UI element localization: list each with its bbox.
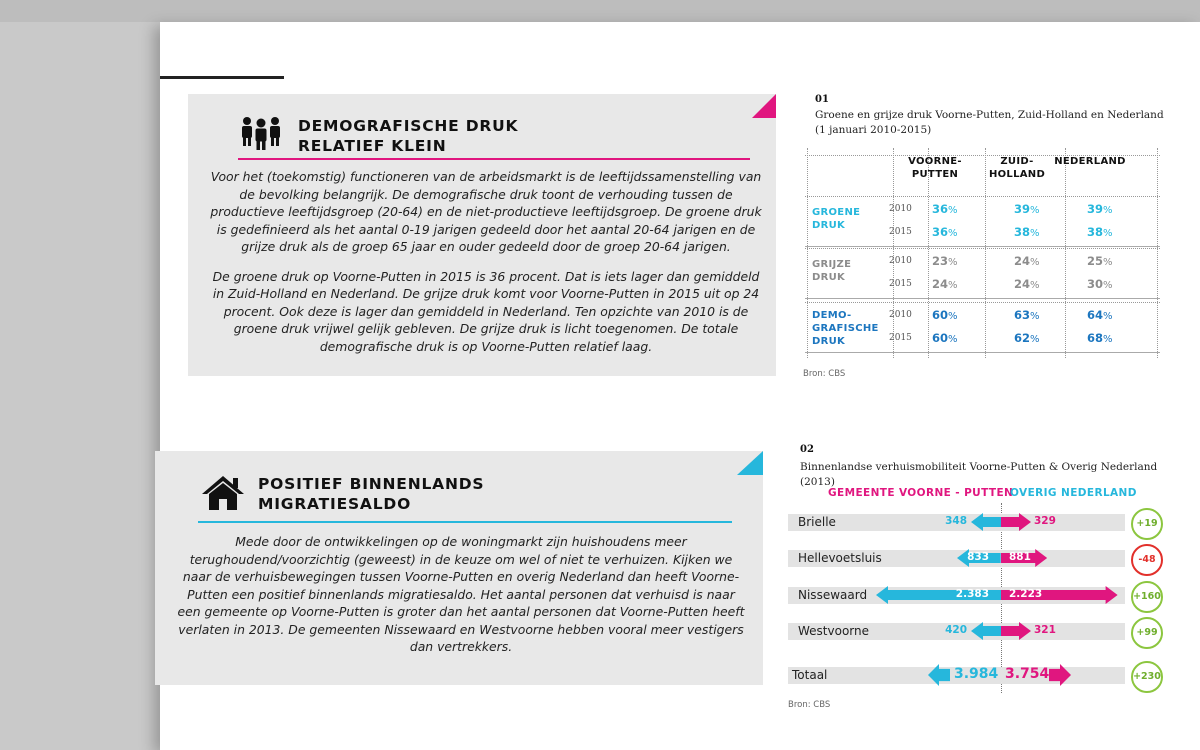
cell-unit: % [1030,311,1040,322]
total-value-overig-nederland: 3.754 [1005,666,1050,682]
cell-value: 64 [1087,308,1104,322]
page-rule [160,76,284,79]
row-header-line: GRAFISCHE [812,323,879,334]
paragraph: De groene druk op Voorne-Putten in 2015 is 36 procent. Dat is iets lager dan gemiddeld in Zuid-Holland en Nederland. De grijze druk komt voor Voorne-Putten in 2015 uit op 24 procent. Ook deze is lager dan gemiddeld in Nederland. Ten opzichte van 2010 is de groene druk vrijwel gelijk gebleven. De grijze druk is licht toegenomen. De totale demografische druk is op Voorne-Putten relatief laag. [212,268,760,354]
table-grid-line [807,148,808,358]
cell-unit: % [948,257,958,268]
cell-unit: % [1103,205,1113,216]
table-bottom-line [805,352,1160,353]
cell-unit: % [1103,334,1113,345]
heading-line-1: DEMOGRAFISCHE DRUK [298,117,519,135]
table-group-divider [805,246,1160,247]
cell-value: 30 [1087,277,1104,291]
value-label-voorne-putten: 348 [945,515,967,527]
table-grid-line [1065,148,1066,358]
cell-unit: % [1030,280,1040,291]
cell-unit: % [1103,257,1113,268]
cell-value: 25 [1087,254,1104,268]
table-cell [1014,331,1040,345]
table-cell [932,225,958,239]
table-grid-line [805,196,1160,197]
column-header-line: ZUID- [1000,156,1034,167]
table-grid-line [805,302,1160,303]
column-header-line: PUTTEN [911,169,959,180]
chart-number: 02 [800,444,814,455]
saldo-badge: +160 [1131,581,1163,613]
row-year: 2010 [889,204,912,214]
value-label-overig-nederland: 329 [1034,515,1056,527]
row-year: 2015 [889,279,912,289]
cell-unit: % [1030,205,1040,216]
saldo-badge: -48 [1131,544,1163,576]
total-arrow-overig-nederland [1049,664,1071,686]
section-heading-1 [298,116,518,156]
cell-value: 23 [932,254,949,268]
cell-value: 36 [932,225,949,239]
chart-source: Bron: CBS [788,700,831,710]
category-label: Brielle [798,515,836,529]
table-cell [1014,225,1040,239]
heading-line-2: RELATIEF KLEIN [298,137,447,155]
cell-unit: % [948,228,958,239]
row-header-line: DRUK [812,272,846,283]
value-label-overig-nederland: 321 [1034,624,1056,636]
heading-underline-cyan [198,521,732,523]
row-header-line: GROENE [812,207,861,218]
cell-value: 36 [932,202,949,216]
total-saldo-badge: +230 [1131,661,1163,693]
row-year: 2010 [889,256,912,266]
table-cell [1087,277,1113,291]
series-label-overig-nederland: OVERIG NEDERLAND [1010,487,1137,499]
arrow-voorne-putten-shape [971,513,1001,531]
cell-unit: % [1103,280,1113,291]
cell-value: 68 [1087,331,1104,345]
total-arrow-voorne-putten [928,664,950,686]
cell-unit: % [948,311,958,322]
arrow-voorne-putten-shape [971,622,1001,640]
cell-value: 24 [932,277,949,291]
table-cell [1087,308,1113,322]
cell-unit: % [1103,311,1113,322]
chart-subtitle: (1 januari 2010-2015) [815,124,932,136]
value-label-voorne-putten: 2.383 [955,588,989,600]
cell-unit: % [948,205,958,216]
table-cell [1087,254,1113,268]
table-grid-line [1157,148,1158,358]
corner-fold-pink [752,94,776,118]
table-cell [932,202,958,216]
cell-value: 62 [1014,331,1031,345]
table-cell [1014,254,1040,268]
category-label: Westvoorne [798,624,869,638]
cell-value: 38 [1087,225,1104,239]
table-group-divider [805,298,1160,299]
cell-value: 60 [932,331,949,345]
cell-unit: % [1030,257,1040,268]
column-header [977,155,1057,181]
table-grid-line [805,248,1160,249]
table-cell [932,331,958,345]
saldo-badge: +99 [1131,617,1163,649]
chart-title-text: Groene en grijze druk Voorne-Putten, Zuid-Holland en Nederland [815,109,1164,121]
arrow-overig-nederland [1001,622,1031,640]
total-label: Totaal [792,668,828,682]
category-label: Hellevoetsluis [798,551,882,565]
row-year: 2010 [889,310,912,320]
column-header [1050,155,1130,168]
row-header-line: DRUK [812,220,846,231]
row-header [812,258,851,284]
cell-unit: % [948,334,958,345]
arrow-overig-nederland-shape [1001,513,1031,531]
cell-value: 39 [1014,202,1031,216]
cell-value: 24 [1014,254,1031,268]
saldo-badge: +19 [1131,508,1163,540]
table-grid-line [893,148,894,358]
column-header-line: HOLLAND [988,169,1046,180]
cell-unit: % [1030,228,1040,239]
heading-line-2: MIGRATIESALDO [258,495,412,513]
value-label-overig-nederland: 881 [1009,551,1031,563]
row-header [812,309,879,348]
table-cell [1014,202,1040,216]
table-cell [932,308,958,322]
total-arrow-overig-nederland-shape [1049,664,1071,686]
paragraph: Mede door de ontwikkelingen op de woningmarkt zijn huishoudens meer terughoudend/voorzichtig (geweest) in de keuze om wel of niet te verhuizen. Kijken we naar de verhuisbewegingen tussen Voorne-Putten en overig Nederland dan heeft Voorne-Putten een positief binnenlands migratiesaldo. Het aantal personen dat verhuisd is naar een gemeente op Voorne-Putten is groter dan het aantal personen dat Voorne-Putten heeft verlaten in 2013. De gemeenten Nissewaard en Westvoorne hebben vooral meer vestigers dan vertrekkers. [177,534,745,654]
table-cell [932,254,958,268]
arrow-overig-nederland [1001,513,1031,531]
cell-unit: % [948,280,958,291]
chart-number: 01 [815,94,829,105]
corner-fold-cyan [737,451,763,475]
column-header-line: NEDERLAND [1054,156,1126,167]
heading-line-1: POSITIEF BINNENLANDS [258,475,485,493]
table-cell [932,277,958,291]
arrow-overig-nederland-shape [1001,622,1031,640]
row-year: 2015 [889,333,912,343]
chart-title [815,108,1185,138]
value-label-voorne-putten: 420 [945,624,967,636]
heading-underline-pink [238,158,750,160]
cell-unit: % [1103,228,1113,239]
cell-value: 38 [1014,225,1031,239]
background-top [0,0,1200,22]
cell-value: 63 [1014,308,1031,322]
row-header-line: GRIJZE [812,259,852,270]
section-heading-2 [258,474,484,514]
cell-unit: % [1030,334,1040,345]
value-label-voorne-putten: 833 [967,551,989,563]
arrow-voorne-putten [971,513,1001,531]
row-year: 2015 [889,227,912,237]
people-icon [240,116,282,150]
chart-source: Bron: CBS [803,369,846,379]
house-icon [200,474,246,512]
row-header-line: DEMO- [812,310,852,321]
table-cell [1014,308,1040,322]
table-cell [1087,225,1113,239]
section-body-2 [176,533,746,668]
row-header [812,206,860,232]
row-header-line: DRUK [812,336,846,347]
table-cell [1087,202,1113,216]
table-cell [1087,331,1113,345]
value-label-overig-nederland: 2.223 [1009,588,1043,600]
section-body-1 [208,168,764,367]
table-cell [1014,277,1040,291]
column-header-line: VOORNE- [908,156,962,167]
cell-value: 60 [932,308,949,322]
column-header [895,155,975,181]
cell-value: 39 [1087,202,1104,216]
series-label-voorne-putten: GEMEENTE VOORNE - PUTTEN [828,487,1014,499]
total-arrow-voorne-putten-shape [928,664,950,686]
arrow-voorne-putten [971,622,1001,640]
category-label: Nissewaard [798,588,868,602]
chart-title: Binnenlandse verhuismobiliteit Voorne-Putten & Overig Nederland (2013) [800,461,1158,488]
cell-value: 24 [1014,277,1031,291]
paragraph: Voor het (toekomstig) functioneren van de arbeidsmarkt is de leeftijdssamenstelling van de bevolking belangrijk. De demografische druk toont de verhouding tussen de productieve leeftijdsgroep (20-64) en de niet-productieve leeftijdsgroep. De groene druk is gedefinieerd als het aantal 0-19 jarigen gedeeld door het aantal 20-64 jarigen en de grijze druk als de groep 65 jaar en ouder gedeeld door de groep 20-64 jarigen. [210,169,762,254]
total-value-voorne-putten: 3.984 [954,666,999,682]
